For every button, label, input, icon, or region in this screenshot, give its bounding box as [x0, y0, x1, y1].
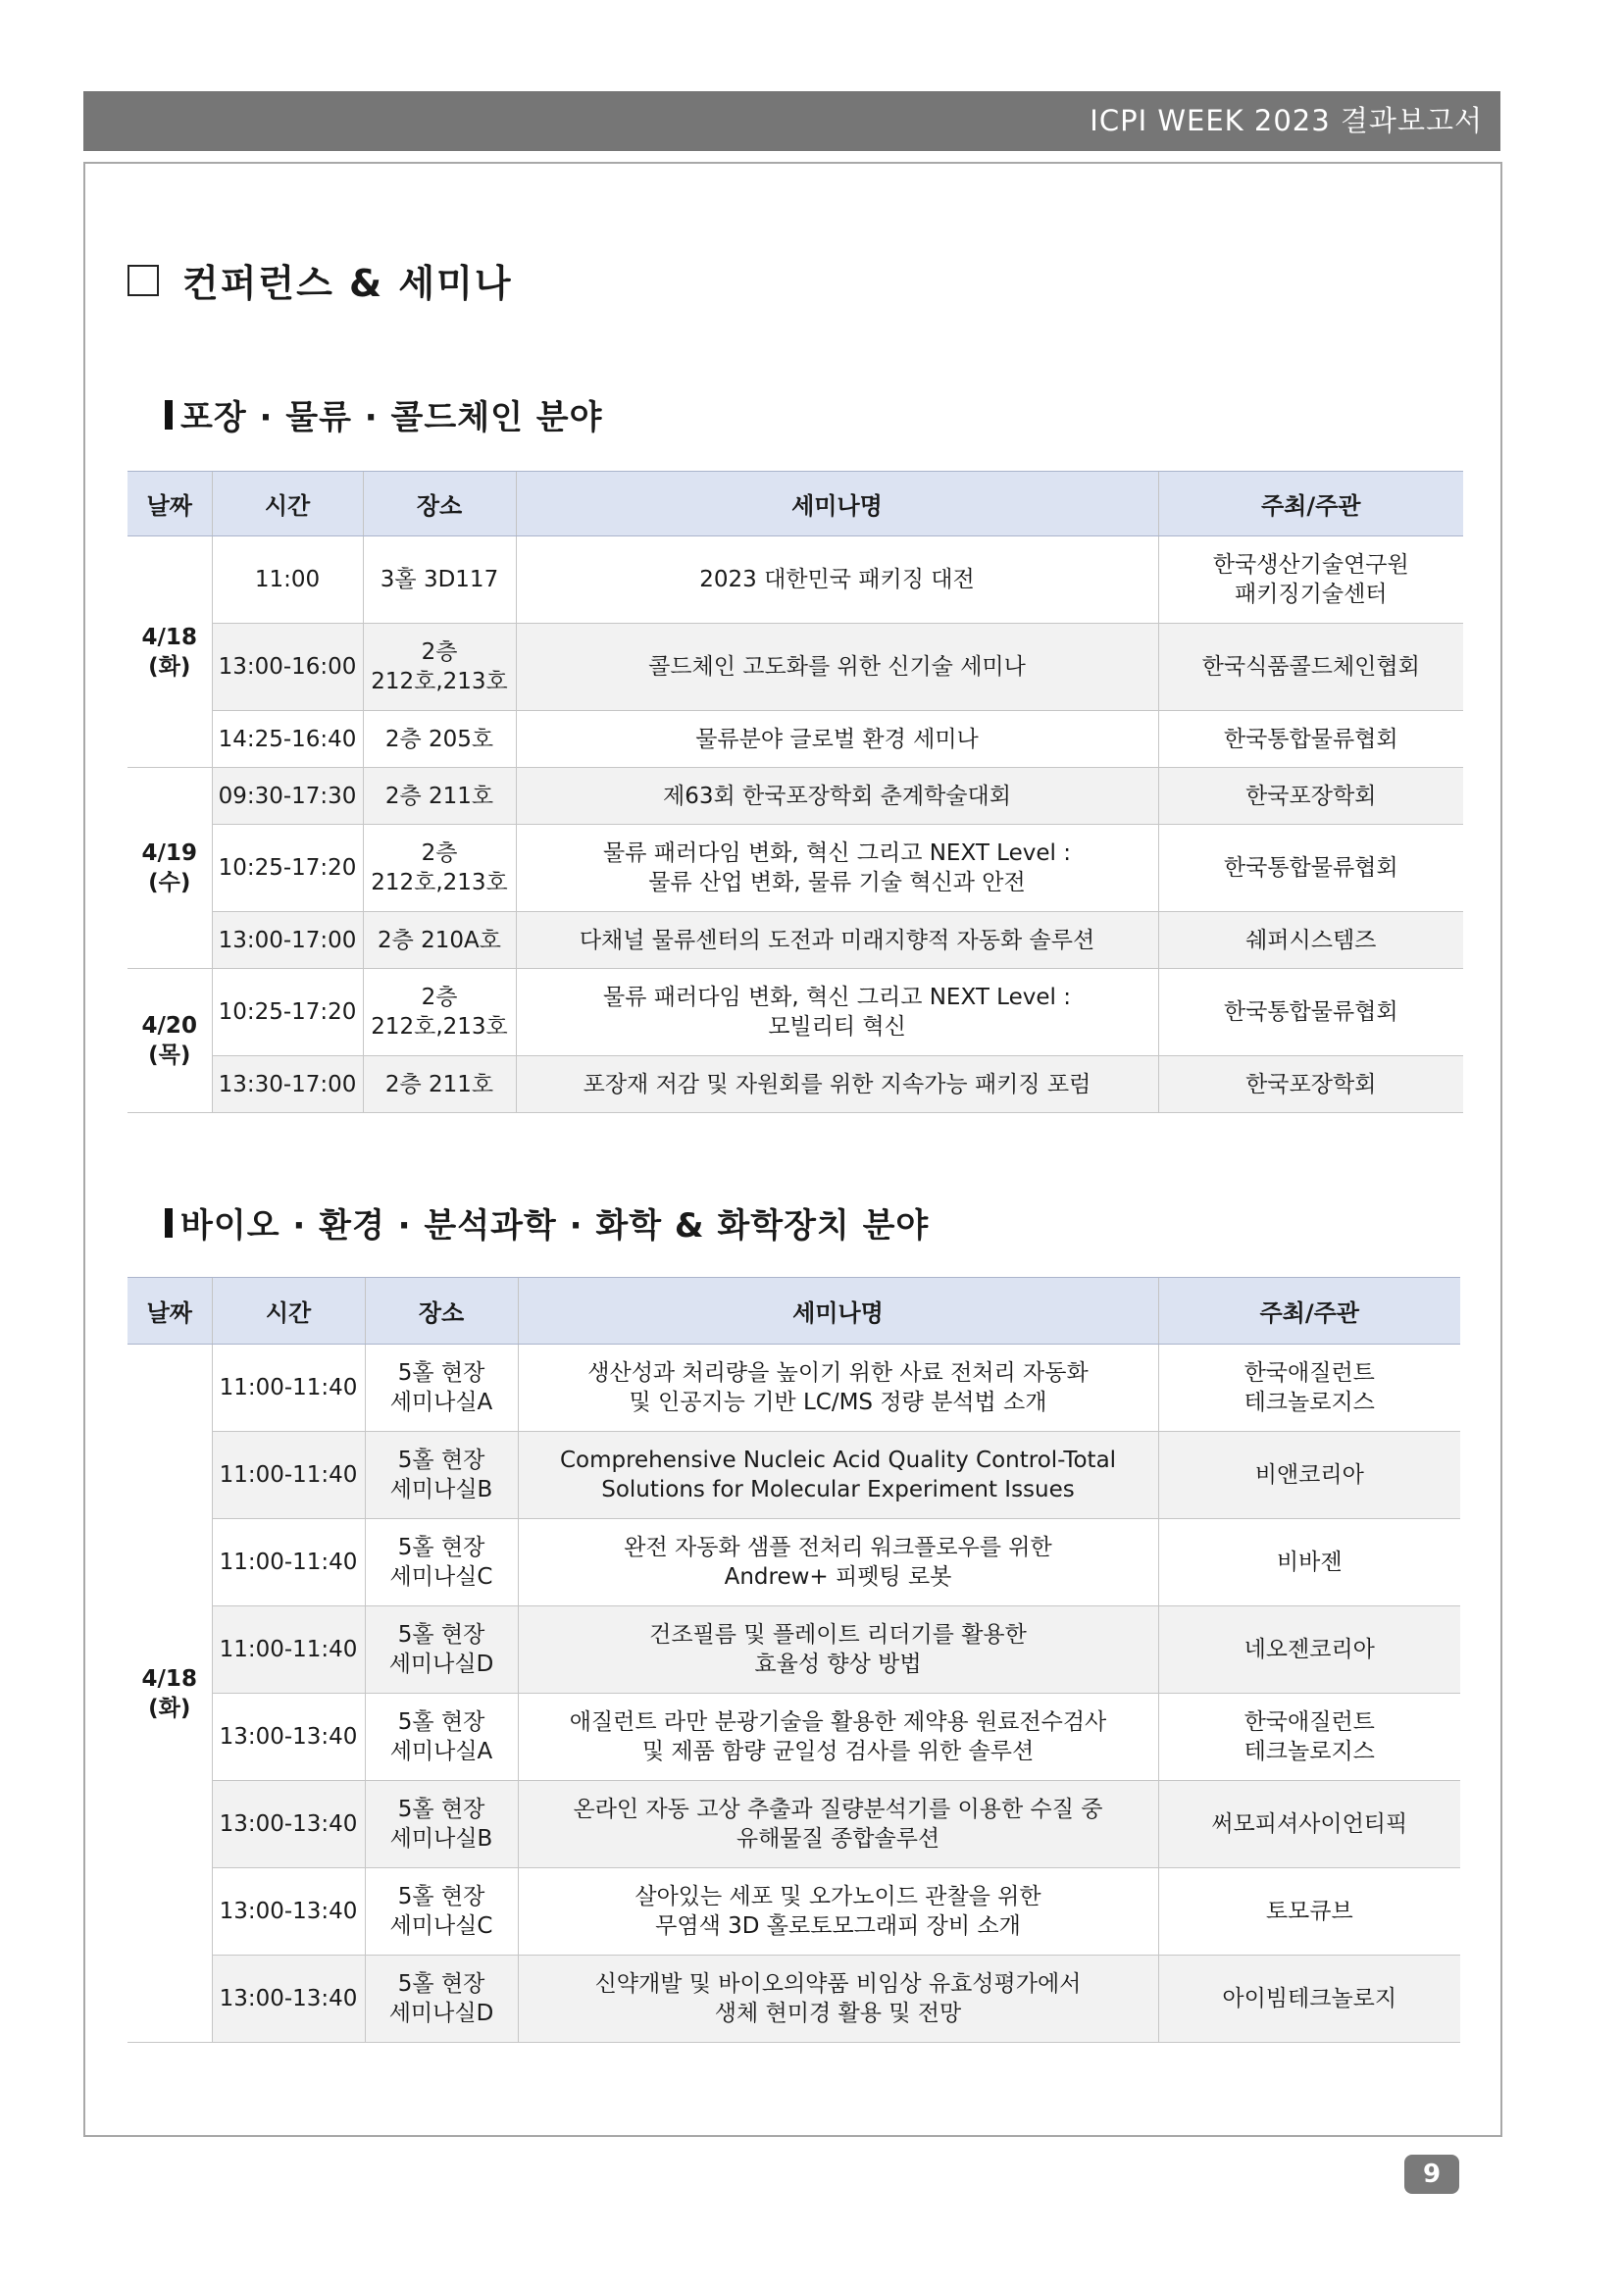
page-number: 9 [1404, 2155, 1459, 2194]
cell-line: Comprehensive Nucleic Acid Quality Control-Total [559, 1448, 1117, 1473]
cell-line: 및 제품 함량 균일성 검사를 위한 솔루션 [641, 1739, 1035, 1764]
time-cell: 13:00-13:40 [212, 1781, 365, 1868]
table-row [127, 1694, 1460, 1781]
cell-line: 다채널 물류센터의 도전과 미래지향적 자동화 솔루션 [579, 927, 1095, 953]
cell-line: 테크놀로지스 [1243, 1739, 1375, 1764]
seminar-title-cell [516, 711, 1158, 768]
cell-line: 5홀 현장 [397, 1360, 485, 1386]
time-cell: 11:00-11:40 [212, 1606, 365, 1694]
host-cell [1158, 711, 1463, 768]
time-cell: 13:00-13:40 [212, 1956, 365, 2043]
cell-line: 한국통합물류협회 [1223, 855, 1398, 881]
table-row [127, 912, 1463, 969]
place-cell [363, 768, 516, 825]
table-row [127, 1956, 1460, 2043]
seminar-title-cell [518, 1432, 1158, 1519]
host-cell [1158, 1345, 1460, 1432]
cell-line: 모빌리티 혁신 [768, 1014, 906, 1040]
table-row [127, 1606, 1460, 1694]
header-time: 시간 [212, 1278, 365, 1345]
host-cell [1158, 825, 1463, 912]
seminar-title-cell [516, 624, 1158, 711]
host-cell [1158, 536, 1463, 624]
bar-bullet-icon [165, 1208, 173, 1238]
host-cell [1158, 969, 1463, 1056]
table-row [127, 1781, 1460, 1868]
subsection-title: 포장 · 물류 · 콜드체인 분야 [180, 398, 603, 437]
table-row [127, 624, 1463, 711]
seminar-title-cell [516, 1056, 1158, 1113]
host-cell [1158, 768, 1463, 825]
cell-line: 세미나실D [388, 2001, 494, 2026]
cell-line: 5홀 현장 [397, 1535, 485, 1560]
schedule-table-logistics [127, 471, 1463, 1113]
bar-bullet-icon [165, 400, 173, 430]
time-cell: 13:00-13:40 [212, 1868, 365, 1956]
time-cell: 11:00-11:40 [212, 1519, 365, 1606]
cell-line: 2023 대한민국 패키징 대전 [699, 567, 975, 592]
time-cell: 11:00-11:40 [212, 1432, 365, 1519]
cell-line: 2층 205호 [384, 726, 494, 752]
cell-line: 쉐퍼시스템즈 [1245, 927, 1377, 953]
header-host: 주최/주관 [1158, 472, 1463, 536]
time-cell: 10:25-17:20 [212, 825, 363, 912]
cell-line: 써모피셔사이언티픽 [1211, 1811, 1408, 1837]
cell-line: 제63회 한국포장학회 춘계학술대회 [663, 783, 1011, 809]
cell-line: 콜드체인 고도화를 위한 신기술 세미나 [648, 654, 1026, 680]
cell-line: 네오젠코리아 [1243, 1637, 1375, 1662]
subsection-heading-logistics [165, 390, 602, 438]
seminar-title-cell [516, 536, 1158, 624]
cell-line: 생산성과 처리량을 높이기 위한 사료 전처리 자동화 [587, 1360, 1089, 1386]
cell-line: (화) [148, 653, 191, 680]
cell-line: 2층 [421, 985, 458, 1010]
table-row [127, 1519, 1460, 1606]
cell-line: 212호,213호 [371, 870, 508, 895]
header-place: 장소 [365, 1278, 518, 1345]
header-place: 장소 [363, 472, 516, 536]
cell-line: 3홀 3D117 [380, 567, 499, 592]
host-cell [1158, 1868, 1460, 1956]
subsection-title: 바이오 · 환경 · 분석과학 · 화학 & 화학장치 분야 [180, 1206, 930, 1246]
cell-line: 패키징기술센터 [1234, 582, 1388, 607]
header-host: 주최/주관 [1158, 1278, 1460, 1345]
cell-line: 5홀 현장 [397, 1709, 485, 1735]
host-cell [1158, 1432, 1460, 1519]
seminar-title-cell [518, 1519, 1158, 1606]
cell-line: 4/18 [141, 1665, 197, 1692]
cell-line: 비앤코리아 [1254, 1462, 1364, 1488]
cell-line: 및 인공지능 기반 LC/MS 정량 분석법 소개 [629, 1390, 1047, 1415]
cell-line: 4/19 [141, 840, 197, 866]
subsection-heading-bio [165, 1198, 929, 1246]
cell-line: 5홀 현장 [397, 1797, 485, 1822]
document-title: ICPI WEEK 2023 결과보고서 [1090, 104, 1483, 137]
cell-line: 한국통합물류협회 [1223, 999, 1398, 1025]
seminar-title-cell [518, 1956, 1158, 2043]
cell-line: 2층 211호 [384, 783, 494, 809]
table-row [127, 1345, 1460, 1432]
time-cell: 13:00-16:00 [212, 624, 363, 711]
place-cell [365, 1781, 518, 1868]
cell-line: 5홀 현장 [397, 1884, 485, 1909]
time-cell: 13:00-13:40 [212, 1694, 365, 1781]
cell-line: 한국애질런트 [1243, 1360, 1375, 1386]
cell-line: 물류 패러다임 변화, 혁신 그리고 NEXT Level : [603, 840, 1071, 866]
host-cell [1158, 1694, 1460, 1781]
place-cell [363, 711, 516, 768]
cell-line: 애질런트 라만 분광기술을 활용한 제약용 원료전수검사 [569, 1709, 1107, 1735]
header-date: 날짜 [127, 1278, 212, 1345]
date-cell [127, 536, 212, 768]
seminar-title-cell [518, 1345, 1158, 1432]
cell-line: 효율성 향상 방법 [754, 1652, 922, 1677]
cell-line: 한국포장학회 [1245, 1071, 1377, 1097]
cell-line: (수) [148, 870, 191, 895]
cell-line: 아이빔테크놀로지 [1222, 1986, 1397, 2011]
cell-line: 온라인 자동 고상 추출과 질량분석기를 이용한 수질 중 [573, 1797, 1103, 1822]
time-cell: 10:25-17:20 [212, 969, 363, 1056]
place-cell [363, 969, 516, 1056]
table-row [127, 711, 1463, 768]
seminar-title-cell [518, 1781, 1158, 1868]
cell-line: 완전 자동화 샘플 전처리 워크플로우를 위한 [624, 1535, 1052, 1560]
cell-line: 한국애질런트 [1243, 1709, 1375, 1735]
date-cell [127, 1345, 212, 2043]
time-cell: 09:30-17:30 [212, 768, 363, 825]
seminar-title-cell [518, 1694, 1158, 1781]
header-time: 시간 [212, 472, 363, 536]
cell-line: 5홀 현장 [397, 1971, 485, 1997]
table-row [127, 1432, 1460, 1519]
host-cell [1158, 1519, 1460, 1606]
place-cell [363, 1056, 516, 1113]
cell-line: 5홀 현장 [397, 1448, 485, 1473]
time-cell: 13:00-17:00 [212, 912, 363, 969]
table-row [127, 825, 1463, 912]
time-cell: 13:30-17:00 [212, 1056, 363, 1113]
host-cell [1158, 912, 1463, 969]
time-cell: 11:00-11:40 [212, 1345, 365, 1432]
host-cell [1158, 1956, 1460, 2043]
section-title: 컨퍼런스 & 세미나 [182, 262, 513, 305]
header-seminar: 세미나명 [518, 1278, 1158, 1345]
cell-line: Andrew+ 피펫팅 로봇 [724, 1564, 952, 1590]
cell-line: 건조필름 및 플레이트 리더기를 활용한 [649, 1622, 1027, 1648]
table-row [127, 536, 1463, 624]
cell-line: 세미나실B [389, 1477, 493, 1502]
cell-line: (화) [148, 1695, 191, 1721]
cell-line: 한국식품콜드체인협회 [1201, 654, 1420, 680]
header-date: 날짜 [127, 472, 212, 536]
cell-line: 세미나실A [389, 1390, 493, 1415]
cell-line: 물류분야 글로벌 환경 세미나 [695, 726, 979, 752]
place-cell [363, 536, 516, 624]
cell-line: 세미나실C [389, 1913, 493, 1939]
host-cell [1158, 1606, 1460, 1694]
cell-line: 세미나실A [389, 1739, 493, 1764]
table-row [127, 768, 1463, 825]
place-cell [365, 1694, 518, 1781]
cell-line: 세미나실D [388, 1652, 494, 1677]
cell-line: 한국생산기술연구원 [1212, 552, 1409, 578]
checkbox-icon [127, 265, 159, 296]
cell-line: 테크놀로지스 [1243, 1390, 1375, 1415]
place-cell [365, 1345, 518, 1432]
cell-line: 한국포장학회 [1245, 783, 1377, 809]
cell-line: 212호,213호 [371, 1014, 508, 1040]
header-seminar: 세미나명 [516, 472, 1158, 536]
header-bar [83, 91, 1500, 151]
seminar-title-cell [518, 1868, 1158, 1956]
date-cell [127, 768, 212, 969]
time-cell: 14:25-16:40 [212, 711, 363, 768]
cell-line: 포장재 저감 및 자원회를 위한 지속가능 패키징 포럼 [583, 1071, 1091, 1097]
host-cell [1158, 624, 1463, 711]
cell-line: 4/20 [141, 1013, 197, 1039]
cell-line: 신약개발 및 바이오의약품 비임상 유효성평가에서 [594, 1971, 1082, 1997]
place-cell [365, 1606, 518, 1694]
time-cell: 11:00 [212, 536, 363, 624]
cell-line: 비바젠 [1276, 1550, 1343, 1575]
cell-line: 4/18 [141, 624, 197, 650]
place-cell [363, 912, 516, 969]
cell-line: 세미나실C [389, 1564, 493, 1590]
cell-line: 유해물질 종합솔루션 [736, 1826, 940, 1852]
place-cell [363, 624, 516, 711]
host-cell [1158, 1056, 1463, 1113]
place-cell [365, 1519, 518, 1606]
schedule-table-bio [127, 1277, 1460, 2043]
cell-line: 살아있는 세포 및 오가노이드 관찰을 위한 [634, 1884, 1041, 1909]
cell-line: 212호,213호 [371, 669, 508, 694]
cell-line: 2층 [421, 639, 458, 665]
cell-line: 5홀 현장 [397, 1622, 485, 1648]
cell-line: 세미나실B [389, 1826, 493, 1852]
cell-line: (목) [148, 1043, 191, 1068]
cell-line: 2층 211호 [384, 1071, 494, 1097]
cell-line: 토모큐브 [1265, 1899, 1353, 1924]
seminar-title-cell [516, 912, 1158, 969]
cell-line: 한국통합물류협회 [1223, 726, 1398, 752]
cell-line: 물류 패러다임 변화, 혁신 그리고 NEXT Level : [603, 985, 1071, 1010]
cell-line: 2층 210A호 [377, 927, 501, 953]
cell-line: 무염색 3D 홀로토모그래피 장비 소개 [655, 1913, 1021, 1939]
place-cell [365, 1432, 518, 1519]
cell-line: Solutions for Molecular Experiment Issues [601, 1477, 1075, 1502]
place-cell [365, 1956, 518, 2043]
table-row [127, 1056, 1463, 1113]
section-heading [127, 253, 513, 307]
table-row [127, 969, 1463, 1056]
place-cell [365, 1868, 518, 1956]
date-cell [127, 969, 212, 1113]
seminar-title-cell [516, 768, 1158, 825]
seminar-title-cell [516, 969, 1158, 1056]
cell-line: 물류 산업 변화, 물류 기술 혁신과 안전 [648, 870, 1026, 895]
cell-line: 2층 [421, 840, 458, 866]
host-cell [1158, 1781, 1460, 1868]
table-row [127, 1868, 1460, 1956]
seminar-title-cell [516, 825, 1158, 912]
seminar-title-cell [518, 1606, 1158, 1694]
place-cell [363, 825, 516, 912]
cell-line: 생체 현미경 활용 및 전망 [714, 2001, 962, 2026]
